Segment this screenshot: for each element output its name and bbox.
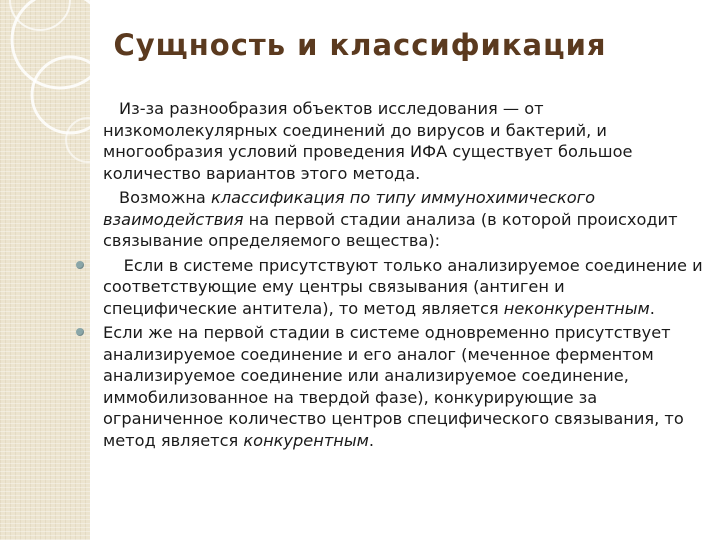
- bullet-dot-icon: [76, 261, 84, 269]
- bullet-suffix: .: [649, 298, 655, 318]
- classification-suffix: на первой стадии анализа (в которой происходит связывание определяемого вещества):: [103, 209, 678, 250]
- bullet-competitive: [103, 322, 703, 451]
- intro-paragraph: Из-за разнообразия объектов исследования — от низкомолекулярных соединений до вирусов и бактерий, и многообразия условий проведения ИФА существует большое количество вариантов этого метода.: [103, 99, 633, 183]
- classification-paragraph: [103, 187, 703, 252]
- classification-prefix: Возможна: [119, 188, 211, 207]
- bullet-emphasis: конкурентным: [243, 430, 369, 450]
- decorative-circles: [0, 0, 90, 540]
- bullet-noncompetitive: [103, 255, 708, 320]
- classification-emphasis: классификация по типу иммунохимического взаимодействия: [103, 188, 596, 229]
- bullet-dot-icon: [76, 328, 84, 336]
- bullet-text: Если же на первой стадии в системе одновременно присутствует анализируемое соединение и его аналог (меченное ферментом анализируемое соединение или анализируемое соединение, иммобилизованное на твердой фазе), конкурирующие за ограниченное количество центров специфического связывания, то метод является: [103, 323, 684, 450]
- slide-title: Сущность и классификация: [113, 28, 607, 62]
- decorative-side-strip: [0, 0, 90, 540]
- bullet-suffix: .: [368, 430, 374, 450]
- bullet-emphasis: неконкурентным: [503, 298, 650, 318]
- slide-body: [103, 98, 708, 451]
- bullet-text: Если в системе присутствуют только анализируемое соединение и соответствующие ему центры связывания (антиген и специфические антитела), то метод является: [103, 255, 708, 318]
